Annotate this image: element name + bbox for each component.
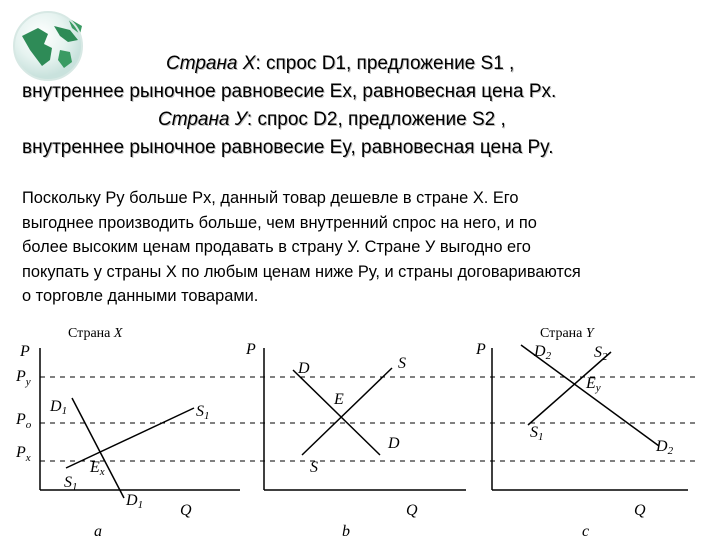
header-line-4: внутреннее рыночное равновесие Ey, равновесная цена Py. [22,137,554,158]
panel-a-p-axis-label: P [20,343,30,360]
panel-a-demand-d1-line [72,398,124,498]
panel-a-px-label: $P_x$ [16,444,31,464]
panel-b-s-bottom-label: S [310,459,318,476]
panel-c-p-axis-label: P [476,341,486,358]
paragraph-line: покупать у страны Х по любым ценам ниже Ру, и страны договариваются [22,262,581,281]
panel-b-caption: b [342,523,350,540]
panel-a-po-label: $P_o$ [16,411,32,431]
panel-c-q-axis-label: Q [634,502,646,519]
panel-a-q-axis-label: Q [180,502,192,519]
panel-b-p-axis-label: P [246,341,256,358]
panel-a-caption: a [94,523,102,540]
panel-b-demand-line [293,370,380,455]
trade-diagram [0,318,720,540]
paragraph-line: о торговле данными товарами. [22,287,259,305]
panel-c-caption: c [582,523,590,540]
panel-a-py-label: $P_y$ [16,368,31,388]
panel-a-s1-bottom-label: S1 [64,474,78,493]
header-line-2: внутреннее рыночное равновесие Ex, равновесная цена Px. [22,81,557,102]
country-x-desc: : спрос D1, предложение S1 , [255,53,515,74]
paragraph-line: более высоким ценам продавать в страну У. Стране У выгодно его [22,238,531,256]
panel-c-ey-label: Ey [586,375,601,394]
panel-a-d1-bottom-label: D1 [126,492,144,511]
panel-c-title: Страна Y [540,326,594,341]
panel-c-s1-label: S1 [530,424,544,443]
panel-c-s2-top-label: S2 [594,344,608,363]
paragraph-line: Поскольку Ру больше Рх, данный товар дешевле в стране Х. Его [22,189,519,207]
paragraph-line: выгоднее производить больше, чем внутренний спрос на него, и по [22,213,537,232]
panel-a-ex-label: Ex [90,459,105,478]
panel-a-d1-top-label: D1 [50,398,68,417]
panel-c-d2-bottom-label: D2 [656,438,674,457]
panel-c-d2-top-label: D2 [534,343,552,362]
panel-a-title: Страна X [68,326,123,341]
panel-b-e-label: E [334,391,344,408]
panel-b-q-axis-label: Q [406,502,418,519]
country-x-label: Страна Х [166,53,256,74]
panel-b-d-bottom-label: D [388,435,400,452]
panel-b-d-top-label: D [298,360,310,377]
panel-b-supply-line [302,368,392,455]
panel-a-supply-s1-line [66,408,194,468]
country-y-desc: : спрос D2, предложение S2 , [246,109,506,130]
panel-b-s-top-label: S [398,355,406,372]
panel-a-s1-top-label: S1 [196,403,210,422]
header-line-1 [0,52,720,76]
country-y-label: Страна У [158,109,247,130]
explanation-paragraph [22,186,712,309]
header-line-3 [0,108,720,132]
